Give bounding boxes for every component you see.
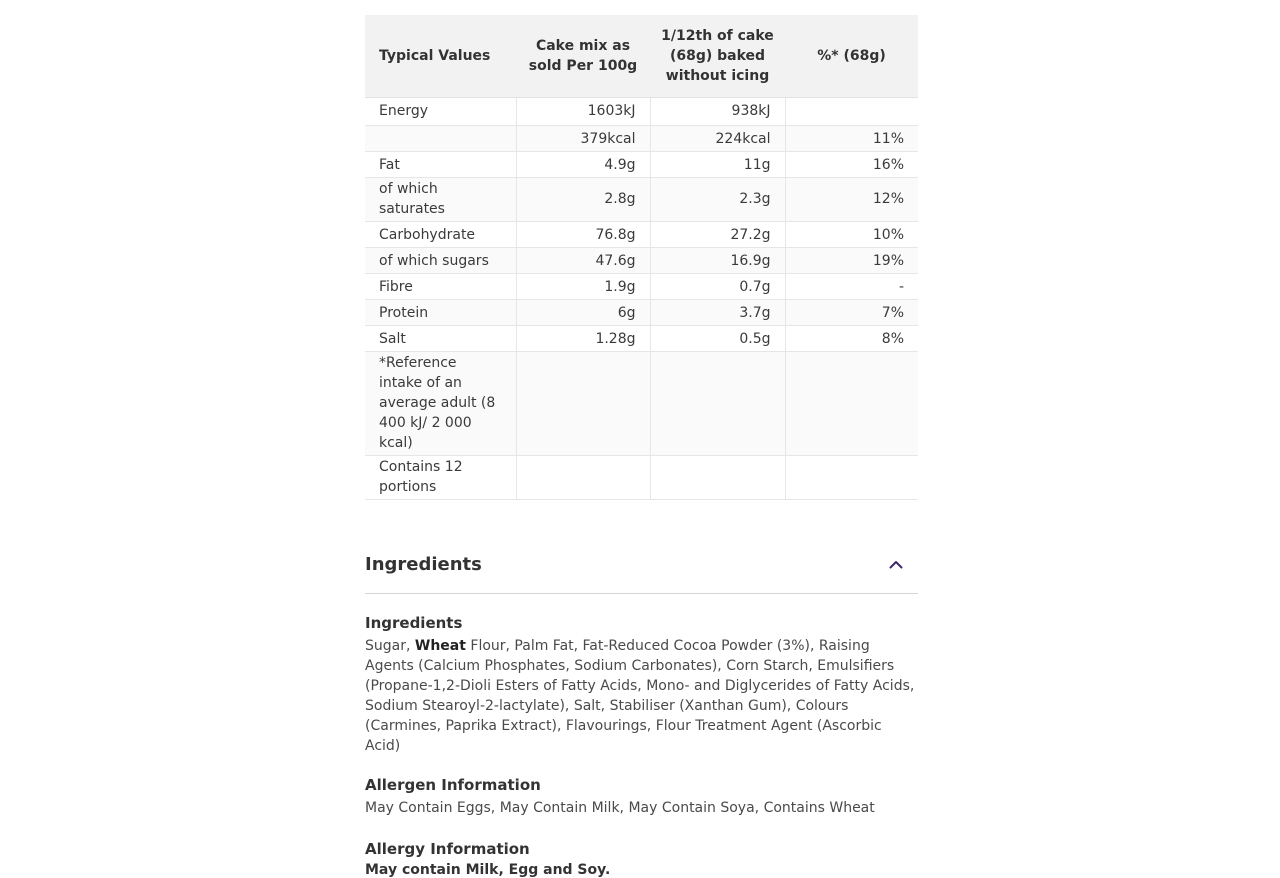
row-label bbox=[365, 126, 516, 152]
row-per-portion: 11g bbox=[650, 152, 785, 178]
row-label: Carbohydrate bbox=[365, 222, 516, 248]
row-ri: 12% bbox=[785, 178, 918, 222]
allergen-block bbox=[365, 776, 918, 818]
row-per-portion: 0.7g bbox=[650, 274, 785, 300]
row-ri bbox=[785, 98, 918, 126]
row-per-100g bbox=[516, 352, 650, 456]
chevron-up-icon[interactable] bbox=[888, 557, 904, 573]
row-ri: 7% bbox=[785, 300, 918, 326]
row-label: of which saturates bbox=[365, 178, 516, 222]
row-ri: 8% bbox=[785, 326, 918, 352]
table-row-portions-note bbox=[365, 456, 918, 500]
row-per-100g: 76.8g bbox=[516, 222, 650, 248]
row-per-100g: 1.28g bbox=[516, 326, 650, 352]
table-row-fat bbox=[365, 152, 918, 178]
row-label: Fat bbox=[365, 152, 516, 178]
table-row-sugars bbox=[365, 248, 918, 274]
allergen-highlight: Wheat bbox=[414, 638, 466, 654]
table-row-protein bbox=[365, 300, 918, 326]
table-row-reference-intake-note bbox=[365, 352, 918, 456]
header-per-100g: Cake mix as sold Per 100g bbox=[516, 15, 650, 98]
nutrition-header-row bbox=[365, 15, 918, 98]
ingredients-accordion-title: Ingredients bbox=[365, 554, 482, 575]
table-row-energy-kj bbox=[365, 98, 918, 126]
row-label: *Reference intake of an average adult (8 400 kJ/ 2 000 kcal) bbox=[365, 352, 516, 456]
row-ri: - bbox=[785, 274, 918, 300]
allergy-heading: Allergy Information bbox=[365, 840, 530, 858]
row-per-portion: 3.7g bbox=[650, 300, 785, 326]
row-per-portion bbox=[650, 352, 785, 456]
row-per-100g: 2.8g bbox=[516, 178, 650, 222]
row-per-100g: 379kcal bbox=[516, 126, 650, 152]
row-per-portion: 2.3g bbox=[650, 178, 785, 222]
row-ri: 10% bbox=[785, 222, 918, 248]
row-label: Salt bbox=[365, 326, 516, 352]
ingredients-text-rest: Flour, Palm Fat, Fat-Reduced Cocoa Powder (3%), Raising Agents (Calcium Phosphates, Sodium Carbonates), Corn Starch, Emulsifiers (Propane-1,2-Dioli Esters of Fatty Acids, Mono- and Diglycerides of Fatty Acids, Sodium Stearoyl-2-lactylate), Salt, Stabiliser (Xanthan Gum), Colours (Carmines, Paprika Extract), Flavourings, Flour Treatment Agent (Ascorbic Acid) bbox=[365, 638, 915, 754]
row-ri: 19% bbox=[785, 248, 918, 274]
row-per-portion: 224kcal bbox=[650, 126, 785, 152]
header-typical-values: Typical Values bbox=[365, 15, 516, 98]
row-per-100g: 1.9g bbox=[516, 274, 650, 300]
row-per-100g: 47.6g bbox=[516, 248, 650, 274]
row-per-portion: 938kJ bbox=[650, 98, 785, 126]
ingredients-block bbox=[365, 614, 918, 756]
header-per-portion: 1/12th of cake (68g) baked without icing bbox=[650, 15, 785, 98]
row-label: Energy bbox=[365, 98, 516, 126]
row-per-portion: 27.2g bbox=[650, 222, 785, 248]
allergen-text: May Contain Eggs, May Contain Milk, May Contain Soya, Contains Wheat bbox=[365, 800, 875, 816]
table-row-energy-kcal bbox=[365, 126, 918, 152]
allergy-block bbox=[365, 840, 918, 878]
header-reference-intake: %* (68g) bbox=[785, 15, 918, 98]
row-per-portion bbox=[650, 456, 785, 500]
row-ri bbox=[785, 456, 918, 500]
allergy-text: May contain Milk, Egg and Soy. bbox=[365, 862, 611, 878]
table-row-carbohydrate bbox=[365, 222, 918, 248]
row-label: Contains 12 portions bbox=[365, 456, 516, 500]
ingredients-heading: Ingredients bbox=[365, 614, 463, 632]
row-label: of which sugars bbox=[365, 248, 516, 274]
row-per-100g: 1603kJ bbox=[516, 98, 650, 126]
nutrition-table bbox=[365, 15, 918, 500]
table-row-salt bbox=[365, 326, 918, 352]
row-ri: 11% bbox=[785, 126, 918, 152]
ingredients-accordion-header[interactable] bbox=[365, 536, 918, 594]
row-label: Protein bbox=[365, 300, 516, 326]
product-info bbox=[365, 15, 918, 878]
row-ri bbox=[785, 352, 918, 456]
table-row-fibre bbox=[365, 274, 918, 300]
row-per-100g: 6g bbox=[516, 300, 650, 326]
row-ri: 16% bbox=[785, 152, 918, 178]
ingredients-text-start: Sugar, bbox=[365, 638, 415, 654]
row-per-portion: 16.9g bbox=[650, 248, 785, 274]
row-per-100g: 4.9g bbox=[516, 152, 650, 178]
row-per-100g bbox=[516, 456, 650, 500]
row-per-portion: 0.5g bbox=[650, 326, 785, 352]
row-label: Fibre bbox=[365, 274, 516, 300]
ingredients-text bbox=[365, 636, 918, 756]
allergen-heading: Allergen Information bbox=[365, 776, 541, 794]
table-row-saturates bbox=[365, 178, 918, 222]
